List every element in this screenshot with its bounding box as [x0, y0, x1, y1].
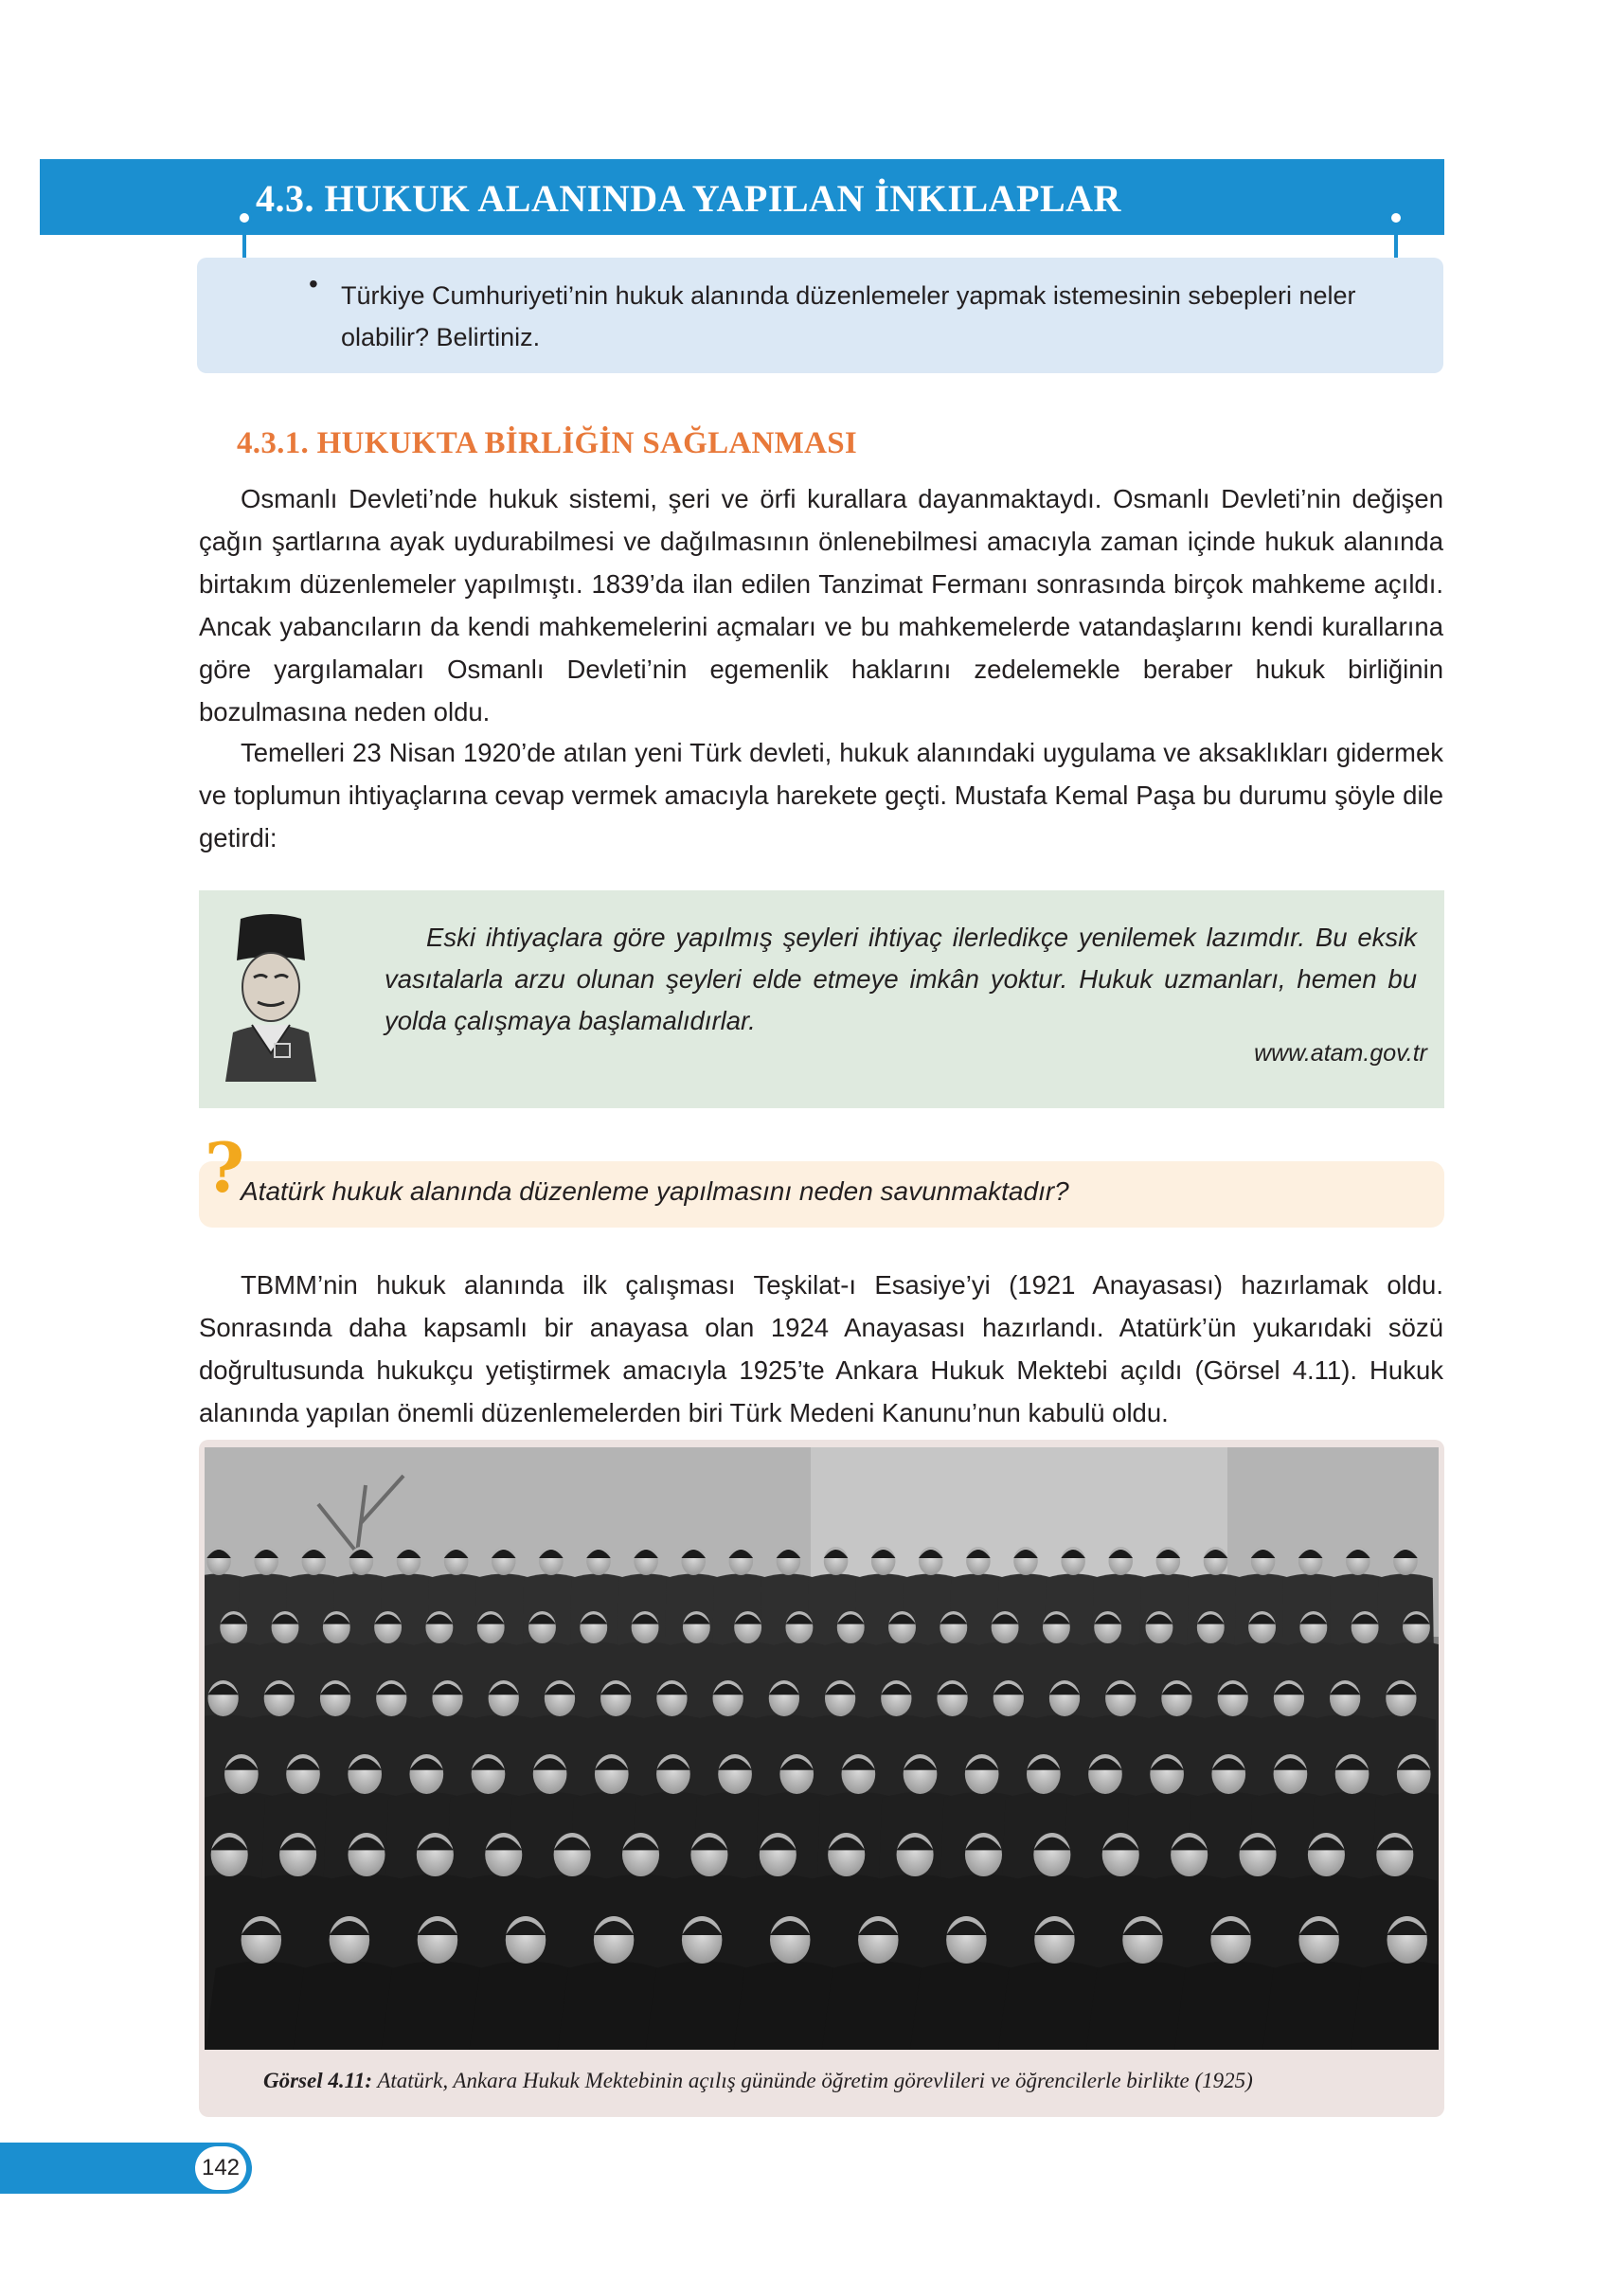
paragraph-2: Temelleri 23 Nisan 1920’de atılan yeni Türk devleti, hukuk alanındaki uygulama ve aksaklıkları gidermek ve toplumun ihtiyaçlarına cevap vermek amacıyla harekete geçti. Mustafa Kemal Paşa bu durumu şöyle dile getirdi: — [199, 738, 1443, 852]
discussion-question-text: Türkiye Cumhuriyeti’nin hukuk alanında düzenlemeler yapmak istemesinin sebepleri neler olabilir? Belirtiniz. — [341, 281, 1356, 351]
pin-icon-left — [237, 210, 252, 263]
paragraph-3: TBMM’nin hukuk alanında ilk çalışması Teşkilat-ı Esasiye’yi (1921 Anayasası) hazırlamak oldu. Sonrasında daha kapsamlı bir anayasa olan 1924 Anayasası hazırlandı. Atatürk’ün yukarıdaki sözü doğrultusunda hukukçu yetiştirmek amacıyla 1925’te Ankara Hukuk Mektebi açıldı (Görsel 4.11). Hukuk alanında yapılan önemli düzenlemelerden biri Türk Medeni Kanunu’nun kabulü oldu. — [199, 1270, 1443, 1427]
question-mark-glyph: ? — [205, 1133, 244, 1208]
page-number: 142 — [195, 2146, 246, 2190]
pin-icon-right — [1388, 210, 1404, 263]
paragraph-1: Osmanlı Devleti’nde hukuk sistemi, şeri ve örfi kurallara dayanmaktaydı. Osmanlı Devleti’nin değişen çağın şartlarına ayak uydurabilmesi ve dağılmasının önlenebilmesi amacıyla zaman içinde hukuk alanında birtakım düzenlemeler yapılmıştı. 1839’da ilan edilen Tanzimat Fermanı sonrasında birçok mahkeme açıldı. Ancak yabancıların da kendi mahkemelerini açmaları ve bu mahkemelerde vatandaşlarını kendi kurallarına göre yargılamaları Osmanlı Devleti’nin egemenlik haklarını zedelemekle beraber hukuk birliğinin bozulmasına neden oldu. — [199, 484, 1443, 726]
figure-label: Görsel 4.11: — [263, 2069, 372, 2092]
bullet: • — [309, 269, 318, 298]
reflection-question-strip — [199, 1161, 1444, 1228]
question-mark-icon — [203, 1133, 244, 1212]
subsection-heading: 4.3.1. HUKUKTA BİRLİĞİN SAĞLANMASI — [237, 426, 858, 460]
figure-caption — [263, 2069, 1253, 2093]
quote-text: Eski ihtiyaçlara göre yapılmış şeyleri ihtiyaç ilerledikçe yenilemek lazımdır. Bu eksik vasıtalarla arzu olunan şeyleri elde etmeye imkân yoktur. Hukuk uzmanları, hemen bu yolda çalışmaya başlamalıdırlar. — [385, 923, 1417, 1035]
ataturk-portrait — [220, 911, 322, 1082]
figure-frame — [199, 1440, 1444, 2117]
reflection-question-text: Atatürk hukuk alanında düzenleme yapılmasını neden savunmaktadır? — [241, 1176, 1069, 1206]
quote-box — [199, 890, 1444, 1108]
section-title: 4.3. HUKUK ALANINDA YAPILAN İNKILAPLAR — [256, 177, 1121, 220]
page-number-tab — [0, 2143, 252, 2194]
discussion-question-box — [197, 258, 1443, 373]
historical-group-photo — [205, 1447, 1439, 2050]
figure-caption-text: Atatürk, Ankara Hukuk Mektebinin açılış gününde öğretim görevlileri ve öğrencilerle birlikte (1925) — [372, 2069, 1253, 2092]
quote-source: www.atam.gov.tr — [1254, 1040, 1427, 1067]
